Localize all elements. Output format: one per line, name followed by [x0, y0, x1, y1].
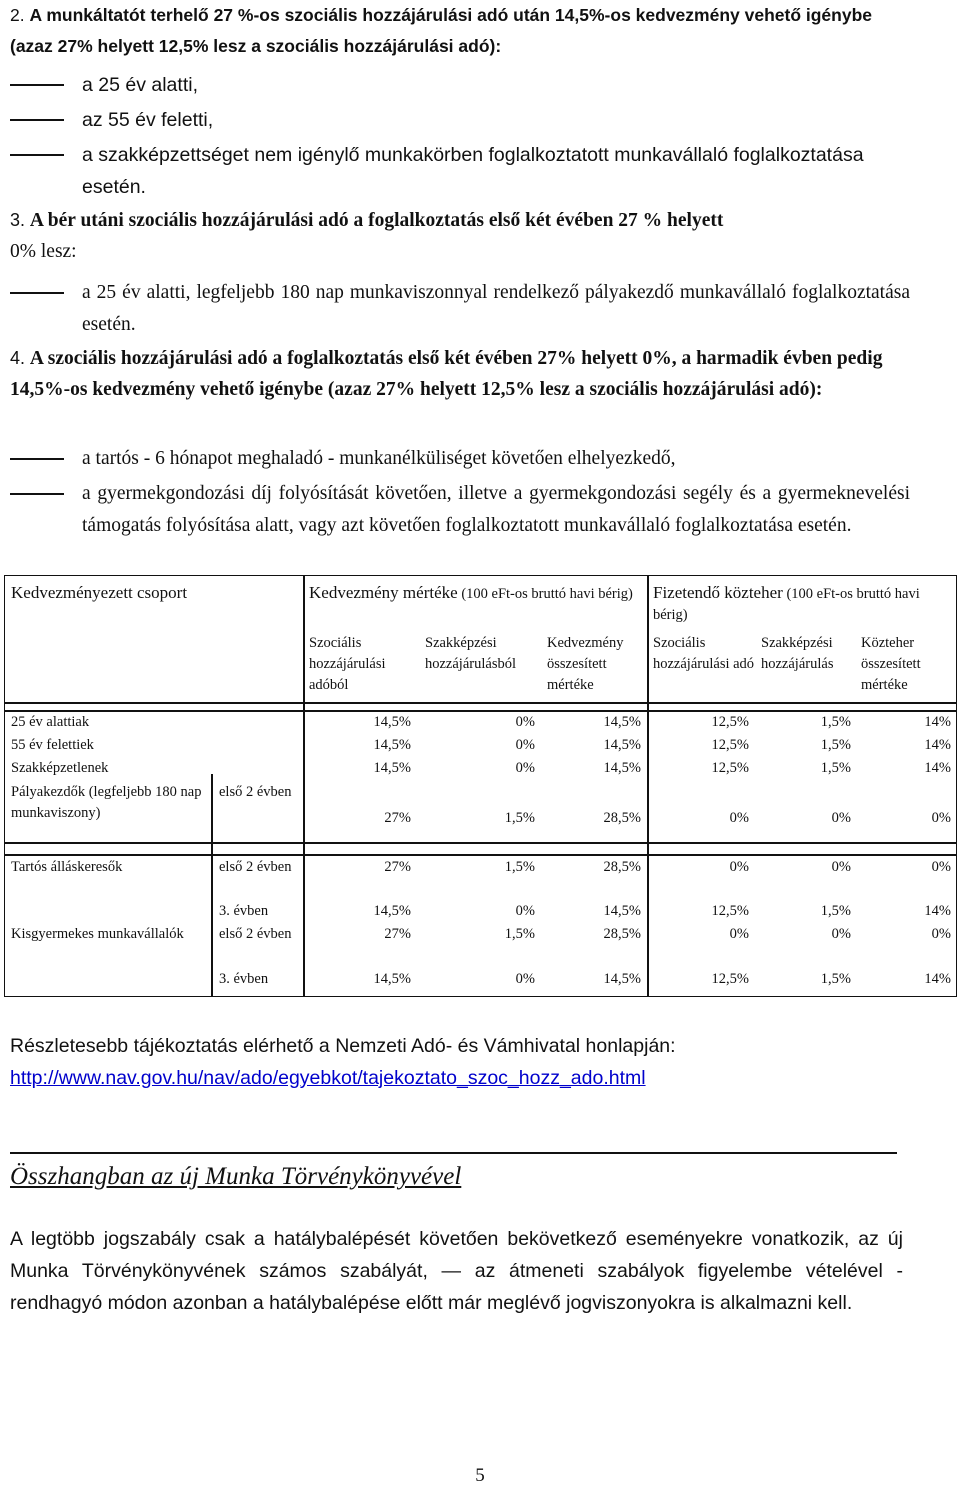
- row-period-label: első 2 évben: [219, 926, 292, 942]
- dash-bullet: [10, 458, 64, 460]
- row-group-label: Tartós álláskeresők: [11, 859, 123, 875]
- list-item: a tartós - 6 hónapot meghaladó - munkanélküliséget követően elhelyezkedő,: [10, 443, 910, 475]
- body-paragraph: A legtöbb jogszabály csak a hatálybalépését követően bekövetkező eseményekre vonatkozik, az új Munka Törvénykönyvének számos szabályát, — az átmeneti szabályok figyelembe vételével - rendhagyó módon azonban a hatálybalépése előtt már meglévő jogviszonyokra is alkalmazni kell.: [10, 1228, 903, 1314]
- table-value-cell: 27%: [384, 926, 411, 942]
- table-value-cell: 0%: [515, 903, 535, 919]
- table-value-cell: 28,5%: [603, 926, 641, 942]
- list-item: a szakképzettséget nem igénylő munkakörben foglalkoztatott munkavállaló foglalkoztatása esetén.: [10, 139, 910, 203]
- table-value-cell: 14,5%: [373, 714, 411, 730]
- table-value-cell: 14,5%: [603, 971, 641, 987]
- table-value-cell: 0%: [729, 859, 749, 875]
- dash-bullet: [10, 292, 64, 294]
- table-value-cell: 14,5%: [603, 903, 641, 919]
- row-group-label: 55 év felettiek: [11, 737, 94, 753]
- section-4-number: 4.: [10, 348, 26, 368]
- table-value-cell: 0%: [515, 971, 535, 987]
- table-value-cell: 12,5%: [711, 903, 749, 919]
- header-fizetendo: Fizetendő közteher (100 eFt-os bruttó havi bérig): [653, 583, 920, 623]
- table-value-cell: 27%: [384, 859, 411, 875]
- table-value-cell: 14,5%: [603, 714, 641, 730]
- table-value-cell: 0%: [729, 926, 749, 942]
- subheader-cell: Kedvezmény összesített mértéke: [547, 635, 624, 693]
- table-value-cell: 0%: [515, 737, 535, 753]
- dash-bullet: [10, 154, 64, 156]
- dash-bullet: [10, 84, 64, 86]
- table-value-cell: 0%: [515, 714, 535, 730]
- section-2-number: 2.: [10, 5, 25, 25]
- table-value-cell: 14,5%: [373, 760, 411, 776]
- list-item: az 55 év feletti,: [10, 104, 910, 136]
- table-value-cell: 14,5%: [373, 971, 411, 987]
- row-group-label: Pályakezdők (legfeljebb 180 nap munkaviszony): [11, 784, 202, 821]
- table-value-cell: 0%: [831, 926, 851, 942]
- subheader-cell: Szakképzési hozzájárulás: [761, 635, 834, 672]
- table-value-cell: 14%: [924, 971, 951, 987]
- table-value-cell: 14%: [924, 714, 951, 730]
- section-2-heading: [10, 0, 910, 62]
- table-value-cell: 0%: [931, 810, 951, 826]
- header-kedvezmeny: Kedvezmény mértéke (100 eFt-os bruttó havi bérig): [309, 583, 633, 602]
- subheader-cell: Szociális hozzájárulási adóból: [309, 635, 386, 693]
- row-period-label: 3. évben: [219, 903, 269, 919]
- table-value-cell: 1,5%: [820, 971, 851, 987]
- section-3-title-rest: 0% lesz:: [10, 241, 77, 262]
- table-value-cell: 14%: [924, 737, 951, 753]
- row-group-label: 25 év alattiak: [11, 714, 90, 730]
- table-value-cell: 14%: [924, 760, 951, 776]
- row-period-label: első 2 évben: [219, 859, 292, 875]
- table-value-cell: 1,5%: [820, 903, 851, 919]
- table-value-cell: 1,5%: [820, 760, 851, 776]
- subheader-cell: Szociális hozzájárulási adó: [653, 635, 755, 672]
- row-period-label: 3. évben: [219, 971, 269, 987]
- info-link-wrap: [10, 1063, 910, 1094]
- table-value-cell: 1,5%: [504, 810, 535, 826]
- row-period-label: első 2 évben: [219, 784, 292, 800]
- table-value-cell: 12,5%: [711, 971, 749, 987]
- section-2-title: A munkáltatót terhelő 27 %-os szociális hozzájárulási adó után 14,5%-os kedvezmény vehető igénybe (azaz 27% helyett 12,5% lesz a szociális hozzájárulási adó):: [10, 5, 873, 56]
- list-item: a gyermekgondozási díj folyósítását követően, illetve a gyermekgondozási segély és a gyermeknevelési támogatás folyósítása alatt, vagy azt követően foglalkoztatott munkavállaló foglalkoztatása esetén.: [10, 478, 910, 542]
- section-3-number: 3.: [10, 210, 26, 230]
- table-value-cell: 1,5%: [504, 859, 535, 875]
- section-3-heading: [10, 205, 910, 267]
- table-value-cell: 0%: [515, 760, 535, 776]
- table-value-cell: 14,5%: [603, 760, 641, 776]
- subheader-cell: Szakképzési hozzájárulásból: [425, 635, 516, 672]
- dash-bullet: [10, 493, 64, 495]
- row-group-label: Szakképzetlenek: [11, 760, 109, 776]
- table-value-cell: 0%: [931, 926, 951, 942]
- table-value-cell: 14%: [924, 903, 951, 919]
- table-value-cell: 1,5%: [820, 714, 851, 730]
- info-text: Részletesebb tájékoztatás elérhető a Nemzeti Adó- és Vámhivatal honlapján:: [10, 1035, 676, 1057]
- subheader-cell: Közteher összesített mértéke: [861, 635, 921, 693]
- list-item: a 25 év alatti,: [10, 69, 910, 101]
- nav-link[interactable]: http://www.nav.gov.hu/nav/ado/egyebkot/tajekoztato_szoc_hozz_ado.html: [10, 1067, 646, 1089]
- row-group-label: Kisgyermekes munkavállalók: [11, 926, 184, 942]
- table-value-cell: 0%: [931, 859, 951, 875]
- section-4-title: A szociális hozzájárulási adó a foglalkoztatás első két évében 27% helyett 0%, a harmadik évben pedig 14,5%-os kedvezmény vehető igénybe (azaz 27% helyett 12,5% lesz a szociális hozzájárulási adó):: [10, 348, 883, 400]
- divider: [10, 1152, 897, 1154]
- table-value-cell: 1,5%: [504, 926, 535, 942]
- dash-bullet: [10, 119, 64, 121]
- table-value-cell: 28,5%: [603, 859, 641, 875]
- table-value-cell: 14,5%: [603, 737, 641, 753]
- table-value-cell: 28,5%: [603, 810, 641, 826]
- header-group: Kedvezményezett csoport: [11, 583, 188, 602]
- table-value-cell: 0%: [831, 810, 851, 826]
- table-value-cell: 12,5%: [711, 737, 749, 753]
- table-value-cell: 0%: [729, 810, 749, 826]
- page-number: 5: [475, 1465, 485, 1486]
- section-4-heading: [10, 343, 910, 405]
- table-value-cell: 14,5%: [373, 737, 411, 753]
- benefit-table: [4, 575, 957, 997]
- table-value-cell: 1,5%: [820, 737, 851, 753]
- table-value-cell: 14,5%: [373, 903, 411, 919]
- section-3-title: A bér utáni szociális hozzájárulási adó a foglalkoztatás első két évében 27 % helyett: [29, 210, 724, 231]
- table-value-cell: 12,5%: [711, 714, 749, 730]
- section-heading: Összhangban az új Munka Törvénykönyvével: [10, 1163, 462, 1190]
- table-value-cell: 27%: [384, 810, 411, 826]
- table-value-cell: 12,5%: [711, 760, 749, 776]
- table-value-cell: 0%: [831, 859, 851, 875]
- list-item: a 25 év alatti, legfeljebb 180 nap munkaviszonnyal rendelkező pályakezdő munkavállaló foglalkoztatása esetén.: [10, 277, 910, 341]
